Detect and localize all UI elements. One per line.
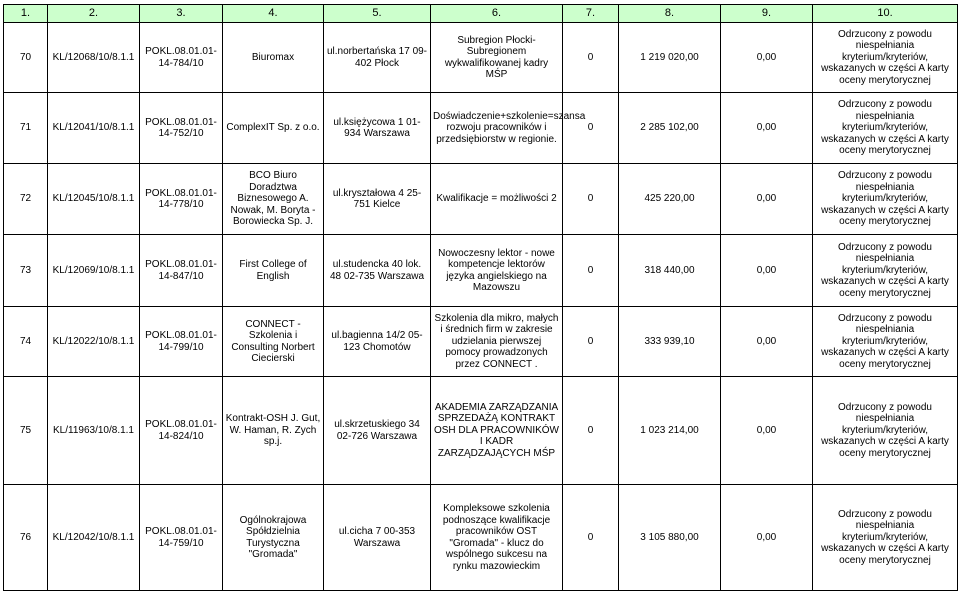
cell-status: Odrzucony z powodu niespełniania kryterium/kryteriów, wskazanych w części A karty oceny merytorycznej [813, 235, 958, 307]
cell-applicant-address: ul.cicha 7 00-353 Warszawa [324, 485, 431, 591]
cell-application-number: KL/12045/10/8.1.1 [48, 164, 140, 235]
cell-status: Odrzucony z powodu niespełniania kryterium/kryteriów, wskazanych w części A karty oceny merytorycznej [813, 23, 958, 93]
cell-project-code: POKL.08.01.01-14-778/10 [140, 164, 223, 235]
table-row [4, 93, 958, 164]
cell-application-number: KL/12022/10/8.1.1 [48, 307, 140, 377]
table-row [4, 164, 958, 235]
cell-applicant-address: ul.kryształowa 4 25-751 Kielce [324, 164, 431, 235]
cell-granted-amount: 0,00 [721, 485, 813, 591]
cell-status: Odrzucony z powodu niespełniania kryterium/kryteriów, wskazanych w części A karty oceny merytorycznej [813, 377, 958, 485]
cell-lp: 71 [4, 93, 48, 164]
cell-granted-amount: 0,00 [721, 377, 813, 485]
table-row [4, 23, 958, 93]
cell-lp: 76 [4, 485, 48, 591]
cell-project-code: POKL.08.01.01-14-759/10 [140, 485, 223, 591]
cell-applicant-address: ul.bagienna 14/2 05-123 Chomotów [324, 307, 431, 377]
header-col-5: 5. [324, 5, 431, 23]
cell-lp: 72 [4, 164, 48, 235]
header-col-1: 1. [4, 5, 48, 23]
cell-total-value: 3 105 880,00 [619, 485, 721, 591]
cell-applicant-name: Ogólnokrajowa Spółdzielnia Turystyczna "Gromada" [223, 485, 324, 591]
cell-granted-amount: 0,00 [721, 164, 813, 235]
cell-applicant-name: Kontrakt-OSH J. Gut, W. Haman, R. Zych sp.j. [223, 377, 324, 485]
cell-granted-amount: 0,00 [721, 235, 813, 307]
cell-status: Odrzucony z powodu niespełniania kryterium/kryteriów, wskazanych w części A karty oceny merytorycznej [813, 485, 958, 591]
cell-project-title: Subregion Płocki-Subregionem wykwalifikowanej kadry MŚP [431, 23, 563, 93]
cell-lp: 75 [4, 377, 48, 485]
cell-project-code: POKL.08.01.01-14-784/10 [140, 23, 223, 93]
cell-project-title: AKADEMIA ZARZĄDZANIA SPRZEDAŻĄ KONTRAKT OSH DLA PRACOWNIKÓW I KADR ZARZĄDZAJĄCYCH MŚP [431, 377, 563, 485]
cell-score: 0 [563, 485, 619, 591]
cell-applicant-name: ComplexIT Sp. z o.o. [223, 93, 324, 164]
cell-lp: 73 [4, 235, 48, 307]
cell-application-number: KL/11963/10/8.1.1 [48, 377, 140, 485]
cell-total-value: 1 023 214,00 [619, 377, 721, 485]
header-col-8: 8. [619, 5, 721, 23]
cell-project-title: Kompleksowe szkolenia podnoszące kwalifikacje pracowników OST "Gromada" - klucz do wspólnego sukcesu na rynku mazowieckim [431, 485, 563, 591]
cell-project-title: Nowoczesny lektor - nowe kompetencje lektorów języka angielskiego na Mazowszu [431, 235, 563, 307]
cell-project-title: Doświadczenie+szkolenie=szansa rozwoju pracowników i przedsiębiorstw w regionie. [431, 93, 563, 164]
cell-application-number: KL/12041/10/8.1.1 [48, 93, 140, 164]
cell-granted-amount: 0,00 [721, 307, 813, 377]
cell-applicant-name: CONNECT - Szkolenia i Consulting Norbert Ciecierski [223, 307, 324, 377]
cell-total-value: 333 939,10 [619, 307, 721, 377]
cell-lp: 70 [4, 23, 48, 93]
header-col-3: 3. [140, 5, 223, 23]
cell-project-code: POKL.08.01.01-14-847/10 [140, 235, 223, 307]
cell-granted-amount: 0,00 [721, 93, 813, 164]
cell-total-value: 1 219 020,00 [619, 23, 721, 93]
cell-total-value: 425 220,00 [619, 164, 721, 235]
cell-project-code: POKL.08.01.01-14-824/10 [140, 377, 223, 485]
table-row [4, 235, 958, 307]
cell-project-code: POKL.08.01.01-14-799/10 [140, 307, 223, 377]
cell-score: 0 [563, 164, 619, 235]
cell-applicant-address: ul.norbertańska 17 09-402 Płock [324, 23, 431, 93]
cell-lp: 74 [4, 307, 48, 377]
cell-applicant-address: ul.skrzetuskiego 34 02-726 Warszawa [324, 377, 431, 485]
cell-project-code: POKL.08.01.01-14-752/10 [140, 93, 223, 164]
cell-project-title: Kwalifikacje = możliwości 2 [431, 164, 563, 235]
cell-score: 0 [563, 377, 619, 485]
table-row [4, 485, 958, 591]
header-col-7: 7. [563, 5, 619, 23]
table-row [4, 377, 958, 485]
cell-application-number: KL/12068/10/8.1.1 [48, 23, 140, 93]
results-table [3, 4, 958, 591]
header-col-9: 9. [721, 5, 813, 23]
cell-status: Odrzucony z powodu niespełniania kryterium/kryteriów, wskazanych w części A karty oceny merytorycznej [813, 307, 958, 377]
cell-applicant-name: First College of English [223, 235, 324, 307]
cell-score: 0 [563, 307, 619, 377]
cell-application-number: KL/12069/10/8.1.1 [48, 235, 140, 307]
header-col-4: 4. [223, 5, 324, 23]
cell-granted-amount: 0,00 [721, 23, 813, 93]
cell-total-value: 318 440,00 [619, 235, 721, 307]
cell-score: 0 [563, 235, 619, 307]
header-col-10: 10. [813, 5, 958, 23]
cell-score: 0 [563, 93, 619, 164]
cell-total-value: 2 285 102,00 [619, 93, 721, 164]
header-col-2: 2. [48, 5, 140, 23]
cell-applicant-address: ul.studencka 40 lok. 48 02-735 Warszawa [324, 235, 431, 307]
header-row [4, 5, 958, 23]
cell-applicant-name: BCO Biuro Doradztwa Biznesowego A. Nowak, M. Boryta - Borowiecka Sp. J. [223, 164, 324, 235]
header-col-6: 6. [431, 5, 563, 23]
cell-project-title: Szkolenia dla mikro, małych i średnich firm w zakresie udzielania pierwszej pomocy prowadzonych przez CONNECT . [431, 307, 563, 377]
cell-application-number: KL/12042/10/8.1.1 [48, 485, 140, 591]
cell-applicant-address: ul.księżycowa 1 01-934 Warszawa [324, 93, 431, 164]
cell-score: 0 [563, 23, 619, 93]
cell-status: Odrzucony z powodu niespełniania kryterium/kryteriów, wskazanych w części A karty oceny merytorycznej [813, 164, 958, 235]
table-row [4, 307, 958, 377]
cell-status: Odrzucony z powodu niespełniania kryterium/kryteriów, wskazanych w części A karty oceny merytorycznej [813, 93, 958, 164]
cell-applicant-name: Biuromax [223, 23, 324, 93]
